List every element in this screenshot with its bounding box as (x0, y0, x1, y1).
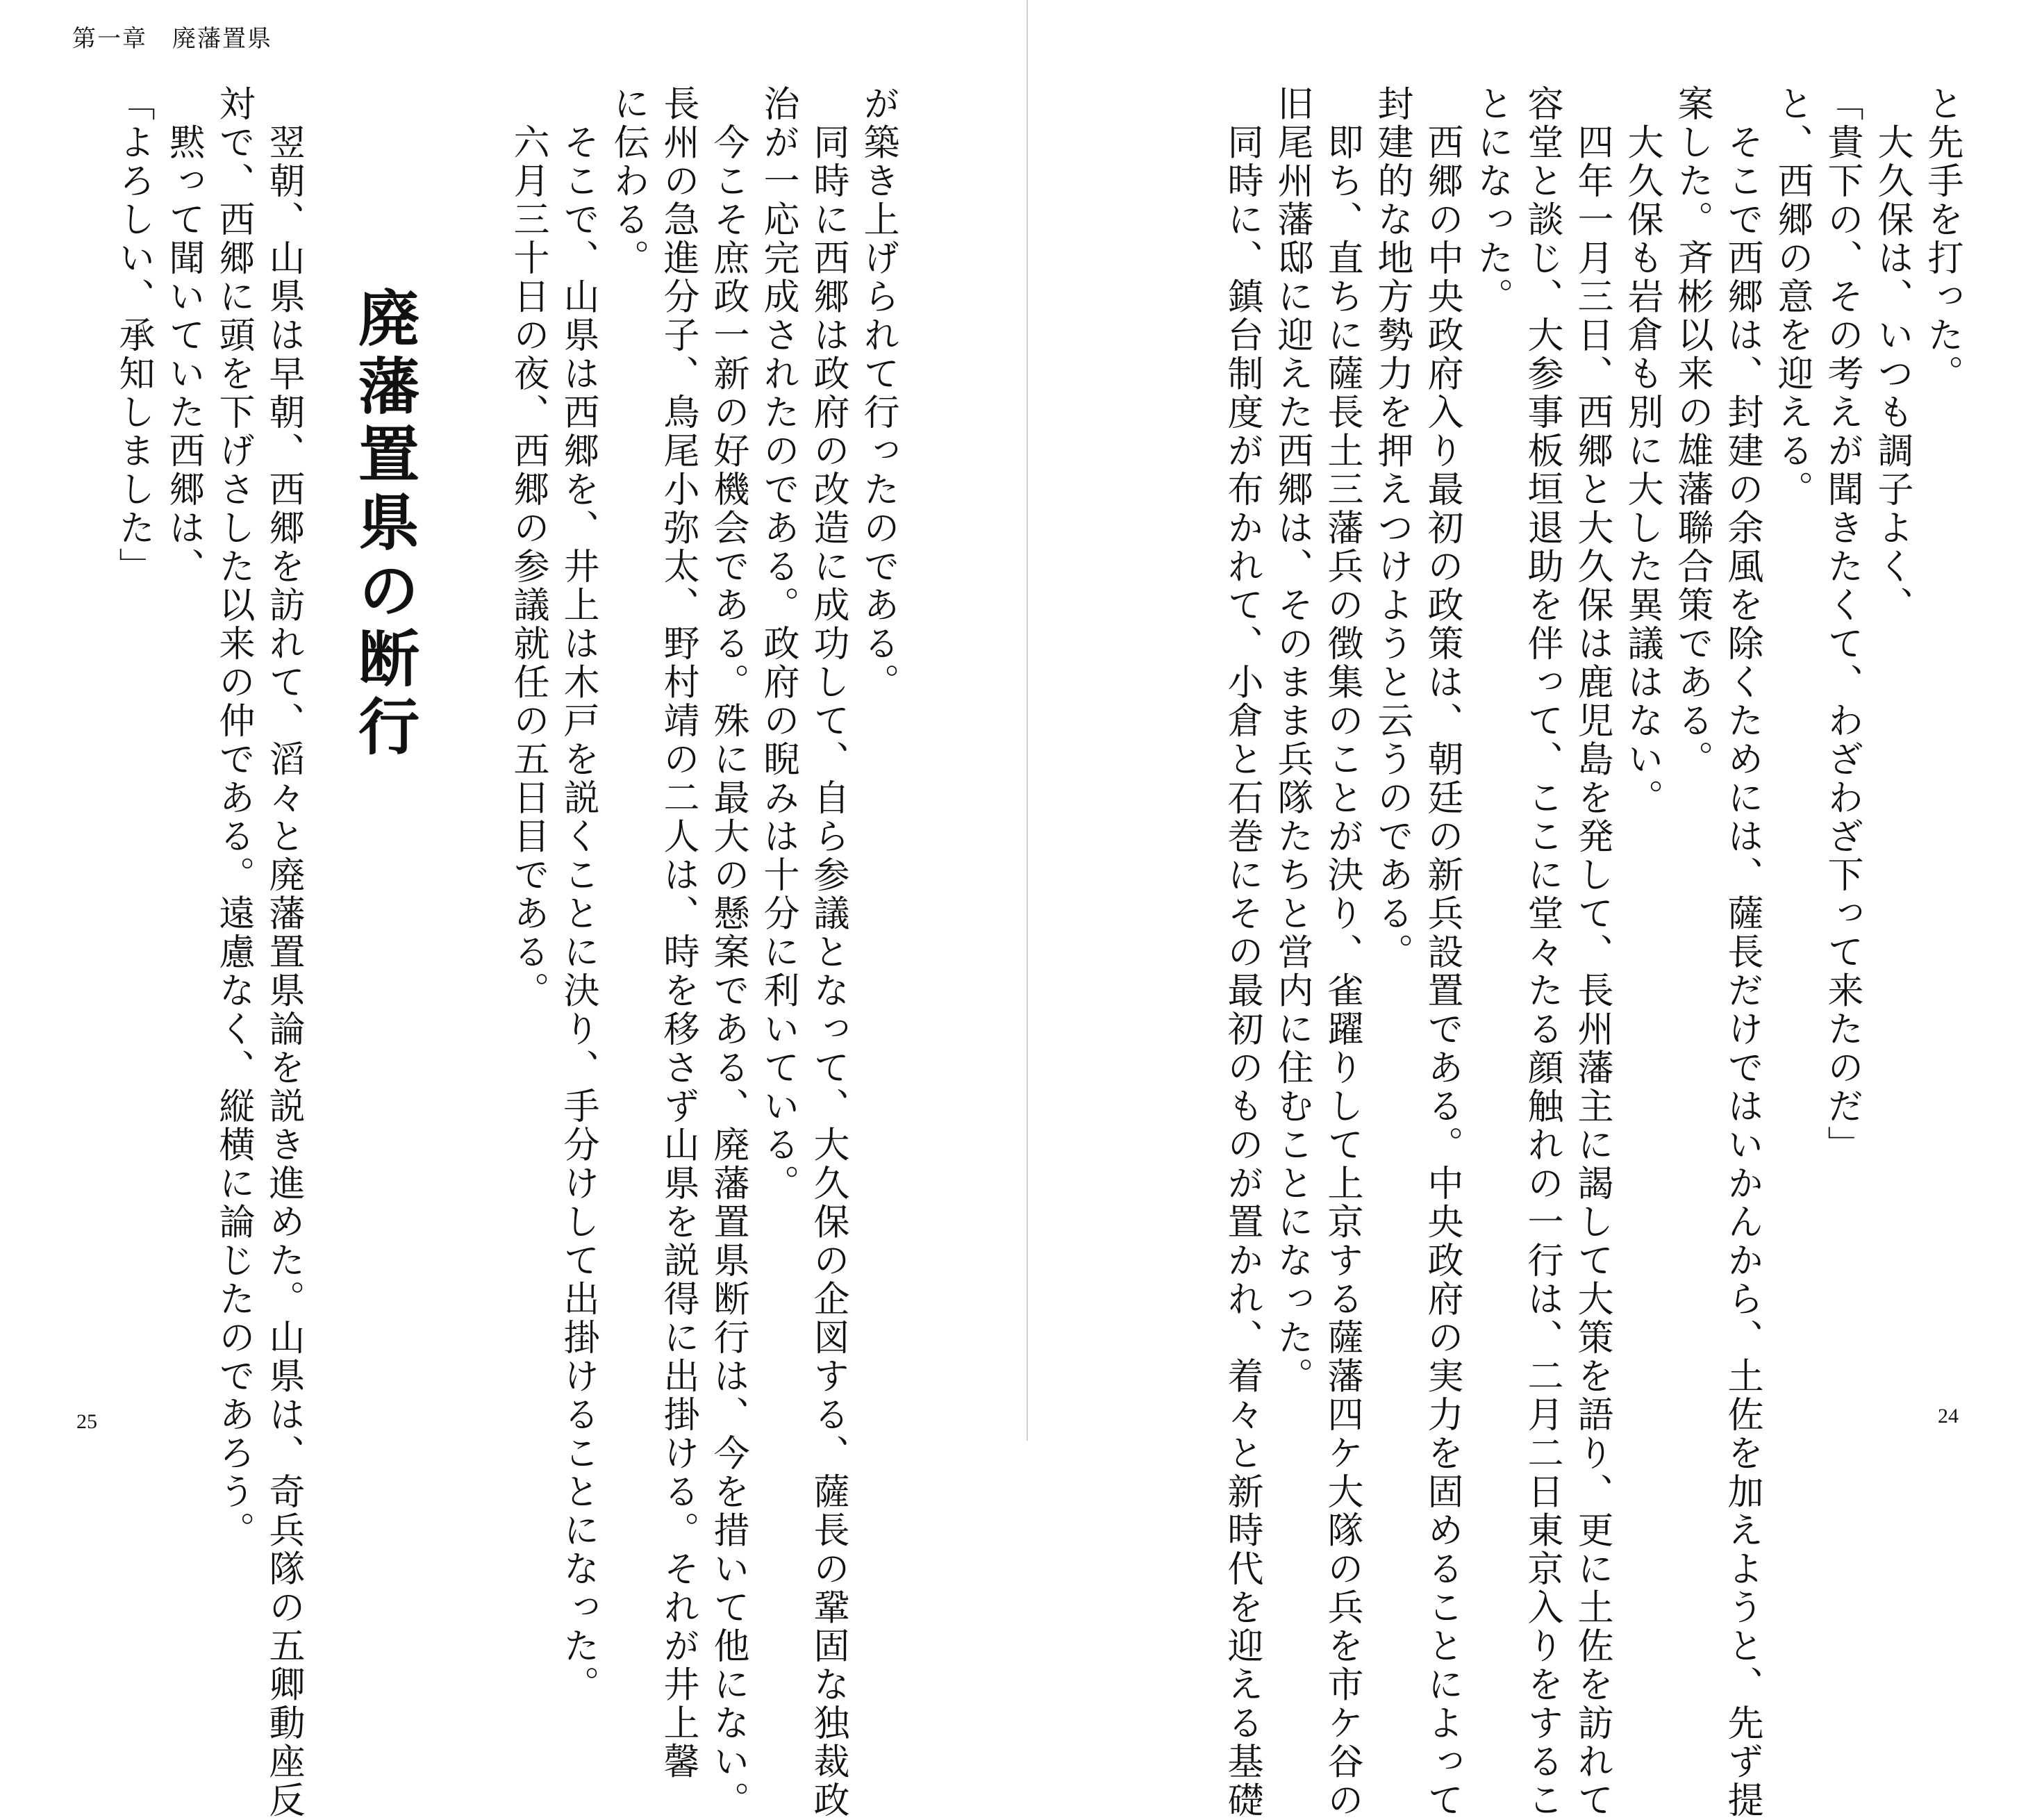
text-column: 即ち、直ちに薩長土三藩兵の徴集のことが決り、雀躍りして上京する薩藩四ケ大隊の兵を市ケ谷の (1321, 85, 1363, 1820)
text-column: が築き上げられて行ったのである。 (857, 85, 899, 702)
text-column: 旧尾州藩邸に迎えた西郷は、そのまま兵隊たちと営内に住むことになった。 (1271, 85, 1313, 1396)
text-column: 「よろしい、承知しました」 (113, 85, 154, 586)
text-column: 「貴下の、その考えが聞きたくて、わざわざ下って来たのだ」 (1821, 85, 1863, 1164)
text-column: 対で、西郷に頭を下げさした以来の仲である。遠慮なく、縦横に論じたのであろう。 (213, 85, 254, 1550)
text-column: 案した。斉彬以来の雄藩聯合策である。 (1671, 85, 1713, 779)
text-column: 大久保も岩倉も別に大した異議はない。 (1621, 85, 1663, 818)
text-column: と、西郷の意を迎える。 (1771, 85, 1813, 509)
right-page (1028, 0, 2035, 1820)
text-column: そこで、山県は西郷を、井上は木戸を説くことに決り、手分けして出掛けることになった。 (557, 85, 599, 1704)
page-number: 25 (76, 1410, 97, 1433)
text-column: 長州の急進分子、鳥尾小弥太、野村靖の二人は、時を移さず山県を説得に出掛ける。それが井上馨 (657, 85, 699, 1781)
text-column: とになった。 (1471, 85, 1513, 316)
text-column: と先手を打った。 (1921, 85, 1963, 393)
text-column: 容堂と談じ、大参事板垣退助を伴って、ここに堂々たる顔触れの一行は、二月二日東京入りをするこ (1521, 85, 1563, 1820)
text-column: 西郷の中央政府入り最初の政策は、朝廷の新兵設置である。中央政府の実力を固めることによって (1421, 85, 1463, 1820)
page-number: 24 (1938, 1405, 1959, 1428)
text-column: 同時に西郷は政府の改造に成功して、自ら参議となって、大久保の企図する、薩長の鞏固な独裁政 (807, 85, 849, 1820)
text-column: 四年一月三日、西郷と大久保は鹿児島を発して、長州藩主に謁して大策を語り、更に土佐を訪れて (1571, 85, 1613, 1820)
text-column: 封建的な地方勢力を押えつけようと云うのである。 (1371, 85, 1413, 972)
text-column: 黙って聞いていた西郷は、 (163, 85, 204, 586)
text-column: 同時に、鎮台制度が布かれて、小倉と石巻にその最初のものが置かれ、着々と新時代を迎える基礎 (1221, 85, 1263, 1820)
text-column: 今こそ庶政一新の好機会である。殊に最大の懸案である、廃藩置県断行は、今を措いて他にない。 (707, 85, 749, 1820)
text-column: 六月三十日の夜、西郷の参議就任の五日目である。 (507, 85, 549, 1010)
running-head: 第一章 廃藩置県 (72, 25, 272, 53)
text-column: に伝わる。 (607, 85, 649, 278)
text-column: 翌朝、山県は早朝、西郷を訪れて、滔々と廃藩置県論を説き進めた。山県は、奇兵隊の五卿動座反 (263, 85, 304, 1820)
text-column: そこで西郷は、封建の余風を除くためには、薩長だけではいかんから、土佐を加えようと、先ず提 (1721, 85, 1763, 1820)
text-column: 治が一応完成されたのである。政府の睨みは十分に利いている。 (757, 85, 799, 1203)
text-column: 大久保は、いつも調子よく、 (1871, 85, 1913, 624)
section-heading: 廃藩置県の断行 (349, 286, 421, 763)
